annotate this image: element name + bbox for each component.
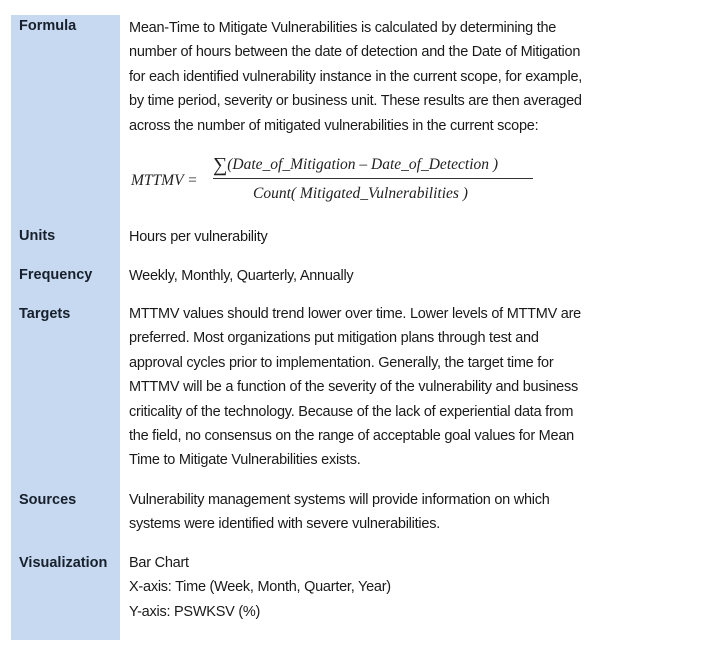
- targets-line: criticality of the technology. Because of the lack of experiential data from: [129, 403, 574, 420]
- formula-description: [129, 16, 689, 138]
- targets-description: [129, 302, 689, 473]
- equation-denominator: Count( Mitigated_Vulnerabilities ): [253, 185, 468, 202]
- equation-numerator: [213, 154, 498, 177]
- frequency-label: Frequency: [19, 267, 93, 283]
- mttmv-equation: [131, 148, 551, 210]
- sources-label: Sources: [19, 492, 77, 508]
- sources-line: systems were identified with severe vulnerabilities.: [129, 516, 440, 533]
- fraction-bar: [213, 178, 533, 179]
- formula-line: number of hours between the date of detection and the Date of Mitigation: [129, 44, 581, 61]
- frequency-line: Weekly, Monthly, Quarterly, Annually: [129, 268, 354, 284]
- targets-line: MTTMV will be a function of the severity of the vulnerability and business: [129, 379, 578, 396]
- units-label: Units: [19, 228, 56, 244]
- sigma-icon: ∑: [213, 154, 228, 176]
- targets-line: preferred. Most organizations put mitigation plans through test and: [129, 330, 539, 347]
- visualization-line: X-axis: Time (Week, Month, Quarter, Year): [129, 579, 391, 596]
- targets-line: the field, no consensus on the range of acceptable goal values for Mean: [129, 428, 574, 445]
- formula-line: Mean-Time to Mitigate Vulnerabilities is calculated by determining the: [129, 20, 557, 36]
- formula-line: by time period, severity or business unit. These results are then averaged: [129, 93, 582, 110]
- visualization-label: Visualization: [19, 555, 108, 571]
- sources-line: Vulnerability management systems will provide information on which: [129, 492, 550, 508]
- frequency-value: [129, 264, 689, 288]
- formula-line: for each identified vulnerability instance in the current scope, for example,: [129, 68, 583, 85]
- label-column: [11, 15, 120, 640]
- equation-lhs: MTTMV =: [131, 172, 198, 189]
- numerator-text: (Date_of_Mitigation – Date_of_Detection ): [227, 156, 499, 173]
- units-line: Hours per vulnerability: [129, 229, 268, 245]
- visualization-line: Y-axis: PSWKSV (%): [129, 603, 261, 620]
- formula-label: Formula: [19, 18, 77, 34]
- units-value: [129, 225, 689, 249]
- targets-line: MTTMV values should trend lower over time. Lower levels of MTTMV are: [129, 306, 581, 322]
- visualization-line: Bar Chart: [129, 555, 189, 571]
- targets-line: approval cycles prior to implementation. Generally, the target time for: [129, 354, 554, 371]
- visualization-description: [129, 551, 689, 624]
- targets-label: Targets: [19, 306, 71, 322]
- formula-line: across the number of mitigated vulnerabilities in the current scope:: [129, 117, 539, 134]
- sources-description: [129, 488, 689, 537]
- targets-line: Time to Mitigate Vulnerabilities exists.: [129, 452, 361, 469]
